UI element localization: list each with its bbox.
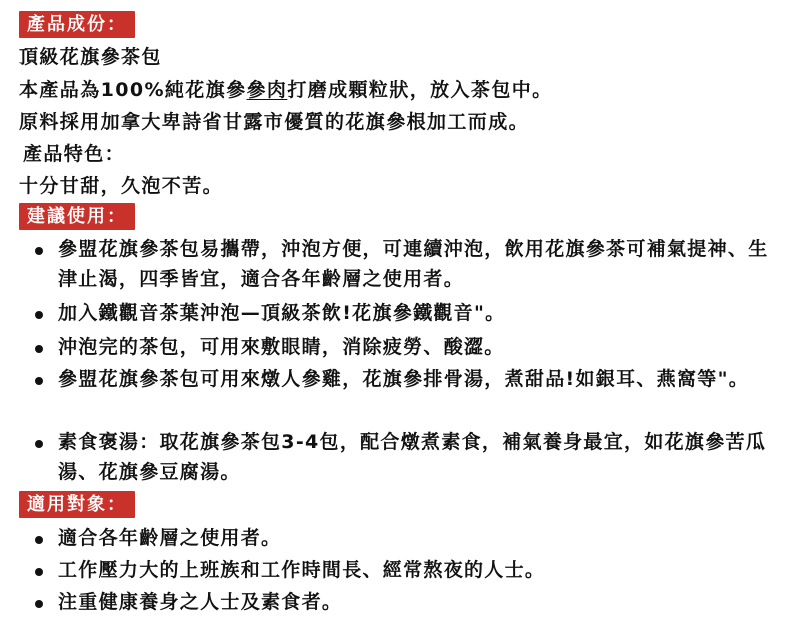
bullet-icon xyxy=(35,345,43,353)
ingredients-desc-1 xyxy=(19,77,553,103)
list-item-text: 參盟花旗參茶包易攜帶，沖泡方便，可連續沖泡，飲用花旗參茶可補氣提神、生津止渴，四季皆宜，適合各年齡層之使用者。 xyxy=(58,238,769,290)
bullet-icon xyxy=(35,247,43,255)
list-item-text: 適合各年齡層之使用者。 xyxy=(58,527,282,549)
list-item-text: 沖泡完的茶包，可用來敷眼睛，消除疲勞、酸澀。 xyxy=(58,336,505,358)
list-item-text: 參盟花旗參茶包可用來燉人參雞，花旗參排骨湯，煮甜品!如銀耳、燕窩等"。 xyxy=(58,368,750,390)
features-text: 十分甘甜，久泡不苦。 xyxy=(19,175,224,197)
product-title: 頂級花旗參茶包 xyxy=(19,46,162,68)
ingredients-desc-2: 原料採用加拿大卑詩省甘露市優質的花旗參根加工而成。 xyxy=(19,111,530,133)
list-item-text: 工作壓力大的上班族和工作時間長、經常熬夜的人士。 xyxy=(58,559,546,581)
ingredients-desc-1-end: 打磨成顆粒狀，放入茶包中。 xyxy=(287,79,553,101)
features-header: 產品特色： xyxy=(23,143,126,165)
ingredients-desc-1-start: 本產品為100%純花旗參 xyxy=(19,79,247,101)
bullet-icon xyxy=(35,568,43,576)
bullet-icon xyxy=(35,536,43,544)
ingredients-header: 產品成份： xyxy=(19,11,135,38)
bullet-icon xyxy=(35,440,43,448)
list-item-text: 注重健康養身之人士及素食者。 xyxy=(58,591,343,613)
list-item-text: 素食褒湯：取花旗參茶包3-4包，配合燉煮素食，補氣養身最宜，如花旗參苦瓜湯、花旗參豆腐湯。 xyxy=(58,431,767,483)
bullet-icon xyxy=(35,600,43,608)
ingredients-desc-1-underlined: 參肉 xyxy=(246,79,288,101)
list-item-text: 加入鐵觀音茶葉沖泡—頂級茶飲!花旗參鐵觀音"。 xyxy=(58,302,506,324)
usage-header: 建議使用： xyxy=(19,203,135,230)
bullet-icon xyxy=(35,377,43,385)
bullet-icon xyxy=(35,311,43,319)
audience-header: 適用對象： xyxy=(19,491,135,518)
